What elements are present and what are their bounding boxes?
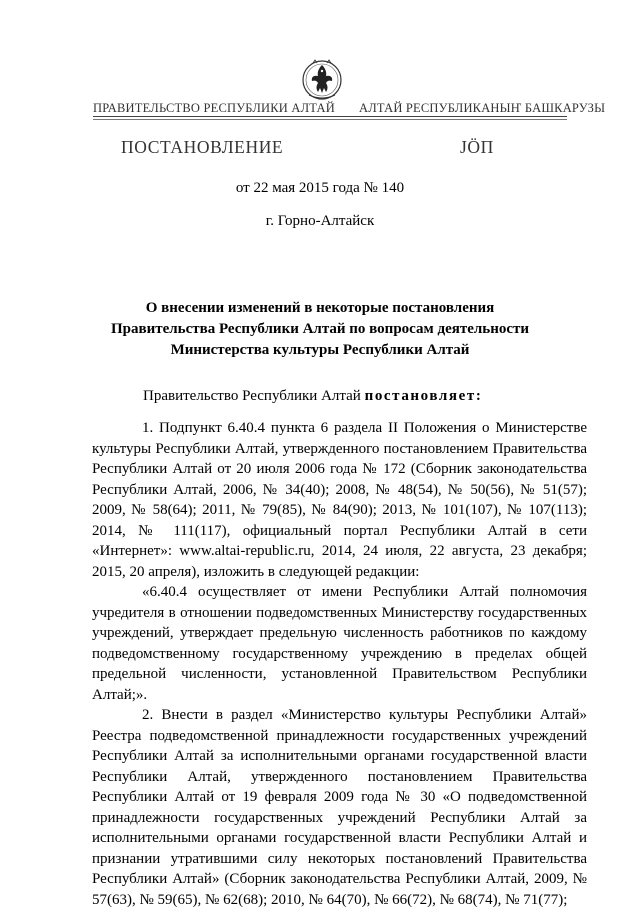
title-line-2: Правительства Республики Алтай по вопросам деятельности [110, 321, 530, 337]
document-title [80, 298, 560, 361]
document-city: г. Горно-Алтайск [265, 213, 375, 229]
lead-text: Правительство Республики Алтай [143, 388, 365, 404]
doc-type-altai: JӦП [460, 137, 494, 157]
header-org-right: АЛТАЙ РЕСПУБЛИКАНЫҤ БАШКАРУЗЫ [359, 101, 606, 115]
title-line-3: Министерства культуры Республики Алтай [170, 342, 470, 358]
document-body [92, 418, 587, 910]
paragraph-3: 2. Внести в раздел «Министерство культуры Республики Алтай» Реестра подведомственной принадлежности государственных учреждений Республики Алтай за исполнительными органами государственной власти Республики Алтай, утвержденного постановлением Правительства Республики Алтай от 19 февраля 2009 года № 30 «О подведомственной принадлежности государственных учреждений Республики Алтай за исполнительными органами государственной власти Республики Алтай и признании утратившими силу некоторых постановлений Правительства Республики Алтай» (Сборник законодательства Республики Алтай, 2009, № 57(63), № 59(65), № 62(68); 2010, № 64(70), № 66(72), № 68(74), № 71(77); [92, 707, 587, 908]
title-line-1: О внесении изменений в некоторые постановления [145, 300, 495, 316]
header-divider [93, 116, 567, 117]
header-org-left: ПРАВИТЕЛЬСТВО РЕСПУБЛИКИ АЛТАЙ [93, 101, 335, 115]
doc-type-russian: ПОСТАНОВЛЕНИЕ [121, 137, 284, 157]
paragraph-1: 1. Подпункт 6.40.4 пункта 6 раздела II Положения о Министерстве культуры Республики Алтай, утвержденного постановлением Правительства Республики Алтай от 20 июля 2006 года № 172 (Сборник законодательства Республики Алтай, 2006, № 34(40); 2008, № 48(54), № 50(56), № 51(57); 2009, № 58(64); 2011, № 79(85), № 84(90); 2013, № 101(107), № 107(113); 2014, № 111(117), официальный портал Республики Алтай в сети «Интернет»: www.altai-republic.ru, 2014, 24 июля, 22 августа, 23 декабря; 2015, 20 апреля), изложить в следующей редакции: [92, 420, 587, 580]
paragraph-2: «6.40.4 осуществляет от имени Республики Алтай полномочия учредителя в отношении подведомственных Министерству государственных учреждений, утверждает предельную численность работников по каждому подведомственному государственному учреждению в пределах общей предельной численности, установленной Правительством Республики Алтай;». [92, 584, 587, 703]
republic-altai-emblem-icon [301, 55, 343, 105]
document-date-number: от 22 мая 2015 года № 140 [235, 180, 405, 196]
lead-emphasis: постановляет: [364, 388, 483, 404]
header-divider-secondary [93, 119, 567, 120]
resolution-lead [143, 388, 482, 405]
